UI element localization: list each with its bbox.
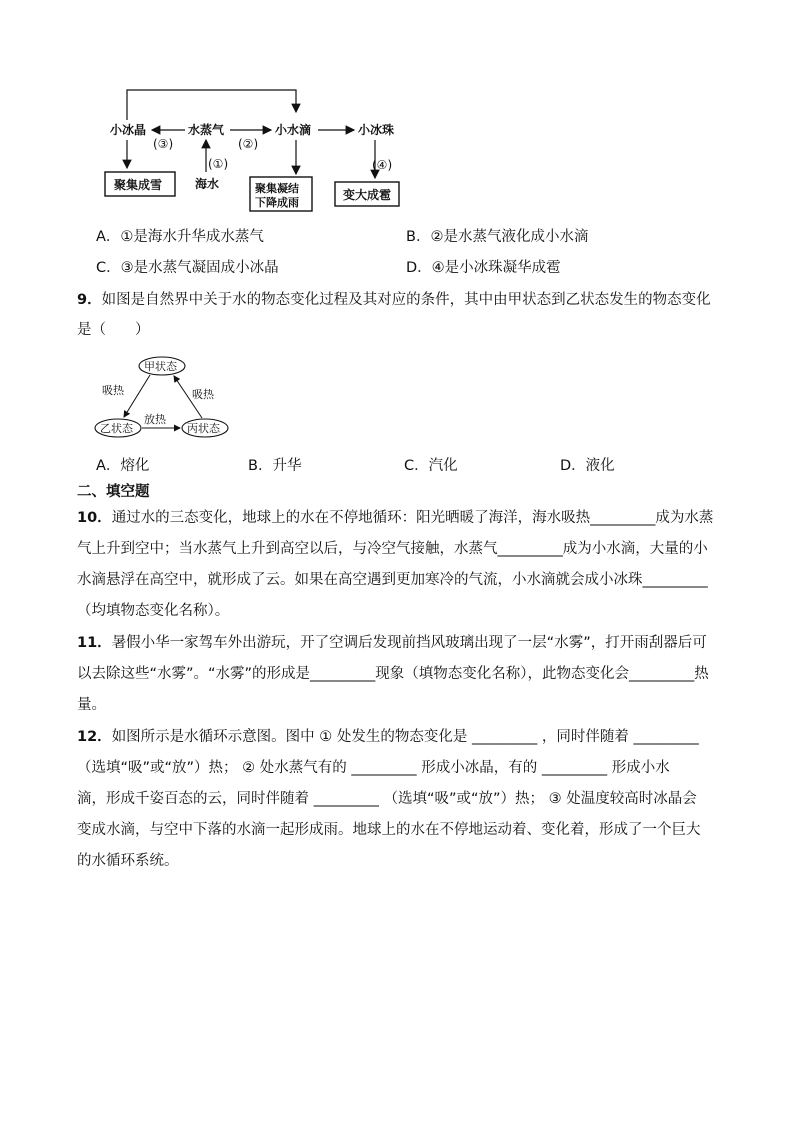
section-title-fill-in: 二、填空题 [77,484,150,500]
q8-option-c: C．③是水蒸气凝固成小冰晶 [96,260,279,276]
q9-option-c: C．汽化 [404,458,458,474]
water-cycle-flow-diagram [100,82,420,214]
q8-option-b: B．②是水蒸气液化成小水滴 [406,229,589,245]
label-3: (③) [153,137,174,151]
label-left-absorb: 吸热 [102,384,124,397]
q9-option-d: D．液化 [560,458,615,474]
q10-line-4: （均填物态变化名称）。 [77,603,230,619]
q11-line-2: 以去除这些“水雾”。“水雾”的形成是_________现象（填物态变化名称），此物态变化会_________热 [77,666,709,682]
q11-line-3: 量。 [77,697,106,713]
q8-option-d: D．④是小冰珠凝华成雹 [406,260,561,276]
q12-line-4: 变成水滴，与空中下落的水滴一起形成雨。地球上的水在不停地运动着、变化着，形成了一个巨大 [77,822,701,838]
q9-stem-line-2: 是（ ） [77,322,150,338]
q12-line-5: 的水循环系统。 [77,853,179,869]
state-change-triangle-diagram [92,352,242,442]
box-rain-text-1: 聚集凝结 [255,182,299,195]
q9-option-b: B．升华 [248,458,302,474]
node-xiao-shui-di: 小水滴 [275,123,312,137]
label-right-absorb: 吸热 [192,388,214,401]
label-1: (①) [208,157,229,171]
box-snow-text: 聚集成雪 [114,178,163,192]
top-loop-arrow [127,90,296,120]
node-shui-zheng-qi: 水蒸气 [188,123,225,137]
q8-option-a: A．①是海水升华成水蒸气 [96,229,264,245]
q10-line-1: 10．通过水的三态变化，地球上的水在不停地循环：阳光晒暖了海洋，海水吸热_________成为水蒸 [77,510,714,526]
q11-line-1: 11．暑假小华一家驾车外出游玩，开了空调后发现前挡风玻璃出现了一层“水雾”，打开雨刮器后可 [77,635,707,651]
label-4: (④) [372,158,393,172]
label-2: (②) [238,137,259,151]
q10-line-2: 气上升到空中；当水蒸气上升到高空以后，与冷空气接触，水蒸气_________成为小水滴，大量的小 [77,541,708,557]
arrow-jia-to-yi [124,375,150,417]
box-hail-text: 变大成雹 [343,188,392,202]
label-bottom-release: 放热 [144,413,166,426]
node-xiao-bing-zhu: 小冰珠 [358,123,395,137]
box-rain-text-2: 下降成雨 [255,196,299,209]
state-jia: 甲状态 [144,360,177,373]
state-yi: 乙状态 [100,422,133,435]
q12-line-3: 滴，形成千姿百态的云，同时伴随着 _________ （选填“吸”或“放”）热； ③ 处温度较高时冰晶会 [77,791,697,807]
node-xiao-bing-jing: 小冰晶 [110,123,147,137]
state-bing: 丙状态 [187,422,220,435]
q12-line-1: 12．如图所示是水循环示意图。图中 ① 处发生的物态变化是 _________ ，同时伴随着 _________ [77,729,699,745]
q9-option-a: A．熔化 [96,458,150,474]
q9-stem-line-1: 9．如图是自然界中关于水的物态变化过程及其对应的条件，其中由甲状态到乙状态发生的物态变化 [77,292,711,308]
q12-line-2: （选填“吸”或“放”）热； ② 处水蒸气有的 _________ 形成小冰晶，有的 _________ 形成小水 [77,760,670,776]
node-hai-shui: 海水 [195,177,220,191]
q10-line-3: 水滴悬浮在高空中，就形成了云。如果在高空遇到更加寒冷的气流，小水滴就会成小冰珠_________ [77,572,708,588]
